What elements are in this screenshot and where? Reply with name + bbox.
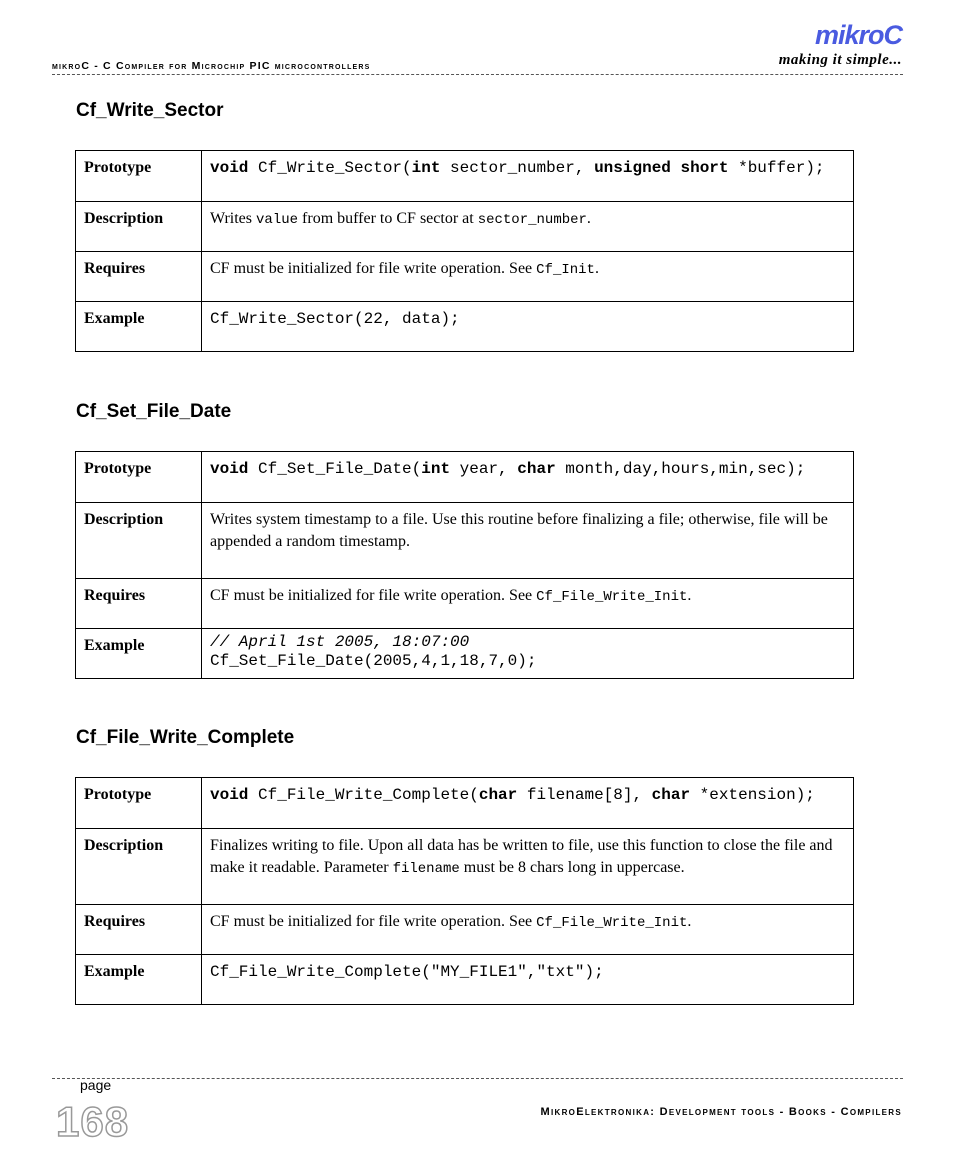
function-table-cf-write-sector bbox=[75, 150, 854, 352]
prototype-label: Prototype bbox=[76, 778, 202, 829]
header-title: mikroC - C Compiler for Microchip PIC microcontrollers bbox=[52, 60, 371, 72]
requires-text: CF must be initialized for file write operation. See Cf_Init. bbox=[202, 252, 854, 302]
prototype-code: void Cf_File_Write_Complete(char filename[8], char *extension); bbox=[202, 778, 854, 829]
brand-tagline: making it simple... bbox=[778, 52, 902, 68]
brand-logo: mikroC bbox=[814, 20, 902, 50]
prototype-code: void Cf_Set_File_Date(int year, char month,day,hours,min,sec); bbox=[202, 452, 854, 503]
section-title-cf-file-write-complete: Cf_File_Write_Complete bbox=[76, 727, 295, 748]
page-number: 168 bbox=[56, 1098, 130, 1145]
footer-title: MikroElektronika: Development tools - Books - Compilers bbox=[540, 1106, 902, 1118]
requires-label: Requires bbox=[76, 252, 202, 302]
section-title-cf-write-sector: Cf_Write_Sector bbox=[76, 100, 224, 121]
requires-label: Requires bbox=[76, 905, 202, 955]
function-table-cf-set-file-date bbox=[75, 451, 854, 679]
page-label: page bbox=[80, 1077, 112, 1093]
example-label: Example bbox=[76, 302, 202, 352]
example-code: Cf_Write_Sector(22, data); bbox=[202, 302, 854, 352]
section-title-cf-set-file-date: Cf_Set_File_Date bbox=[76, 401, 232, 422]
example-label: Example bbox=[76, 629, 202, 679]
description-text: Finalizes writing to file. Upon all data has be written to file, use this function to close the file and make it readable. Parameter filename must be 8 chars long in uppercase. bbox=[202, 829, 854, 905]
requires-label: Requires bbox=[76, 579, 202, 629]
prototype-label: Prototype bbox=[76, 151, 202, 202]
description-label: Description bbox=[76, 829, 202, 905]
function-table-cf-file-write-complete bbox=[75, 777, 854, 1005]
prototype-code: void Cf_Write_Sector(int sector_number, unsigned short *buffer); bbox=[202, 151, 854, 202]
description-text: Writes value from buffer to CF sector at sector_number. bbox=[202, 202, 854, 252]
requires-text: CF must be initialized for file write operation. See Cf_File_Write_Init. bbox=[202, 905, 854, 955]
header-divider bbox=[52, 74, 903, 75]
example-code: // April 1st 2005, 18:07:00 Cf_Set_File_Date(2005,4,1,18,7,0); bbox=[202, 629, 854, 679]
prototype-label: Prototype bbox=[76, 452, 202, 503]
description-label: Description bbox=[76, 503, 202, 579]
example-comment: // April 1st 2005, 18:07:00 bbox=[210, 633, 470, 651]
description-text: Writes system timestamp to a file. Use this routine before finalizing a file; otherwise, file will be appended a random timestamp. bbox=[202, 503, 854, 579]
requires-text: CF must be initialized for file write operation. See Cf_File_Write_Init. bbox=[202, 579, 854, 629]
description-label: Description bbox=[76, 202, 202, 252]
example-code: Cf_File_Write_Complete("MY_FILE1","txt"); bbox=[202, 955, 854, 1005]
example-label: Example bbox=[76, 955, 202, 1005]
footer-divider bbox=[52, 1078, 903, 1079]
